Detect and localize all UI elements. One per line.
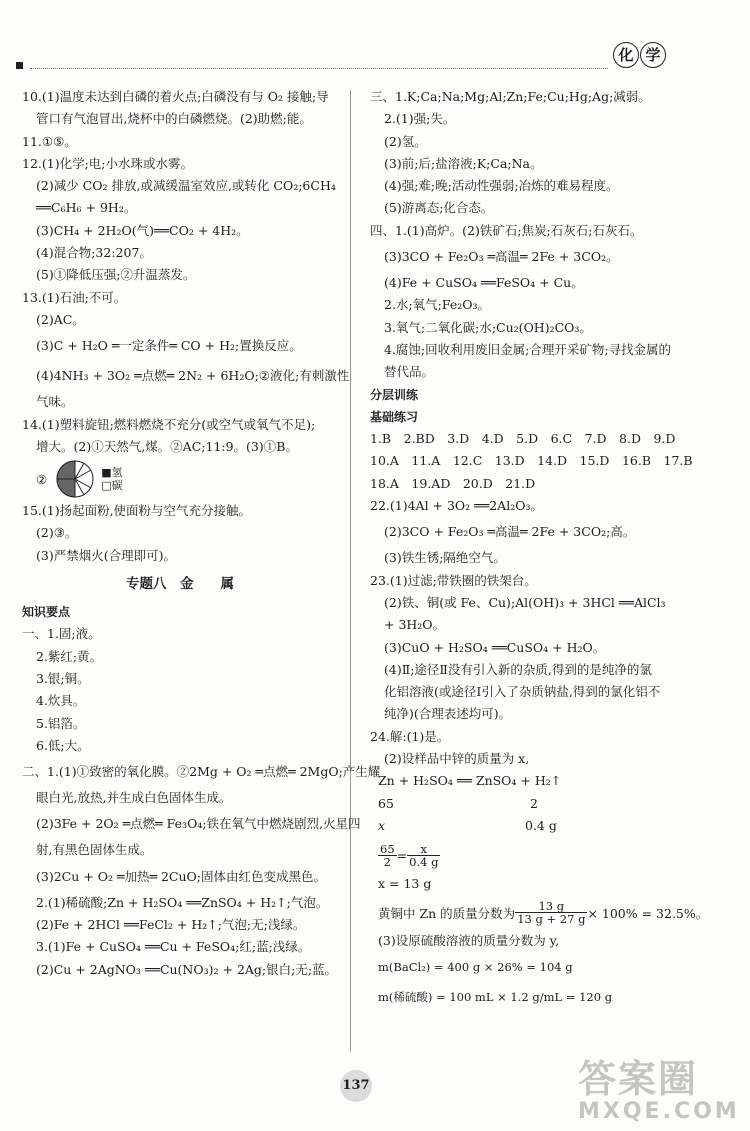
proportion-equation — [370, 837, 690, 873]
answer-line: (2)③。 — [36, 525, 78, 541]
answer-line: (2)铁、铜(或 Fe、Cu);Al(OH)₃ + 3HCl ══AlCl₃ — [384, 594, 666, 610]
answer-line: (2)设样品中锌的质量为 x, — [384, 751, 530, 767]
watermark-text: 答案圈 — [578, 1057, 699, 1101]
header-mark — [16, 62, 23, 69]
answer-line: 13.(1)石油;不可。 — [22, 289, 127, 305]
right-column — [370, 86, 709, 1012]
mass-value: x — [378, 817, 386, 833]
answer-text: × 100% = 32.5%。 — [587, 905, 709, 921]
answer-line: 四、1.(1)高炉。(2)铁矿石;焦炭;石灰石;石灰石。 — [370, 222, 643, 238]
answer-line: 一、1.固;液。 — [22, 626, 101, 642]
answer-line: (5)游离态;化合态。 — [384, 200, 494, 216]
answer-line: 15.(1)扬起面粉,使面粉与空气充分接触。 — [22, 503, 252, 519]
mass-value: 0.4 g — [525, 817, 557, 833]
answer-line: (3)严禁烟火(合理即可)。 — [36, 547, 176, 563]
answer-line: (3)CH₄ + 2H₂O(气)══CO₂ + 4H₂。 — [36, 222, 249, 238]
answer-line: x = 13 g — [378, 876, 432, 892]
answer-line: (2)Fe + 2HCl ══FeCl₂ + H₂↑;气泡;无;浅绿。 — [36, 917, 306, 933]
watermark-url: MXQE.COM — [578, 1099, 740, 1124]
answer-line: 3.银;铜。 — [36, 670, 90, 686]
answer-line: 4.炊具。 — [36, 693, 86, 709]
answer-line: ══C₆H₆ + 9H₂。 — [36, 200, 137, 216]
composition-pie-chart — [53, 459, 97, 499]
answer-line: 替代品。 — [384, 364, 435, 380]
answer-line: 3.氧气;二氧化碳;水;Cu₂(OH)₂CO₃。 — [384, 319, 592, 335]
answer-line: 1.B 2.BD 3.D 4.D 5.D 6.C 7.D 8.D 9.D — [370, 431, 676, 447]
answer-line: (2)3Fe + 2O₂ ═点燃═ Fe₃O₄;铁在氧气中燃烧剧烈,火星四 — [36, 816, 361, 832]
answer-line: 10.A 11.A 12.C 13.D 14.D 15.D 16.B 17.B — [370, 453, 693, 469]
column-divider — [350, 90, 351, 1052]
answer-line: (3)前;后;盐溶液;K;Ca;Na。 — [384, 155, 543, 171]
watermark — [578, 1058, 740, 1124]
answer-line: (4)混合物;32:207。 — [36, 245, 152, 261]
fraction: $\frac{65}{2}$ — [380, 841, 395, 869]
answer-line: (2)Cu + 2AgNO₃ ══Cu(NO₃)₂ + 2Ag;银白;无;蓝。 — [36, 961, 338, 977]
subsection-heading: 分层训练 — [370, 387, 419, 402]
pie-row — [22, 458, 338, 500]
answer-line: 3.(1)Fe + CuSO₄ ══Cu + FeSO₄;红;蓝;浅绿。 — [36, 939, 311, 955]
answer-line: 化铝溶液(或途径Ⅰ引入了杂质钠盐,得到的氯化铝不 — [384, 684, 661, 700]
answer-line: (2)减少 CO₂ 排放,或减缓温室效应,或转化 CO₂;6CH₄ — [36, 178, 336, 194]
answer-line: 6.低;大。 — [36, 737, 90, 753]
equals-sign: = — [396, 847, 408, 863]
subject-char: 学 — [640, 42, 666, 68]
page-number: 137 — [340, 1070, 372, 1102]
answer-line: 三、1.K;Ca;Na;Mg;Al;Zn;Fe;Cu;Hg;Ag;减弱。 — [370, 89, 651, 104]
answer-line: 12.(1)化学;电;小水珠或水雾。 — [22, 155, 194, 171]
answer-line: 眼白光,放热,并生成白色固体生成。 — [36, 790, 232, 806]
answer-line: (2)AC。 — [36, 311, 85, 327]
answer-line: 增大。(2)①天然气,煤。②AC;11:9。(3)①B。 — [36, 438, 298, 454]
mass-value: 2 — [530, 795, 538, 811]
answer-line: 2.(1)稀硫酸;Zn + H₂SO₄ ══ZnSO₄ + H₂↑;气泡。 — [36, 894, 329, 910]
answer-line: m(稀硫酸) = 100 mL × 1.2 g/mL = 120 g — [378, 989, 613, 1004]
answer-line: 10.(1)温度未达到白磷的着火点;白磷没有与 O₂ 接触;导 — [22, 89, 329, 104]
answer-line: (4)Ⅱ;途径Ⅱ没有引入新的杂质,得到的是纯净的氯 — [384, 661, 652, 677]
answer-line: (4)4NH₃ + 3O₂ ═点燃═ 2N₂ + 6H₂O;②液化;有刺激性 — [36, 368, 350, 384]
mass-ratio-row — [370, 793, 690, 815]
answer-line: (2)3CO + Fe₂O₃ ═高温═ 2Fe + 3CO₂;高。 — [384, 524, 636, 540]
mass-fraction-line — [370, 896, 709, 930]
subsection-heading: 知识要点 — [22, 605, 71, 620]
mass-value: 65 — [378, 795, 394, 811]
answer-line: (3)CuO + H₂SO₄ ══CuSO₄ + H₂O。 — [384, 639, 606, 655]
answer-line: (2)氢。 — [384, 133, 427, 149]
answer-line: (3)铁生锈;隔绝空气。 — [384, 550, 506, 566]
answer-line: (3)设原硫酸溶液的质量分数为 y, — [378, 932, 560, 948]
answer-line: (4)Fe + CuSO₄ ══FeSO₄ + Cu。 — [384, 275, 584, 291]
answer-line: 2.紫红;黄。 — [36, 648, 103, 664]
subject-badge — [613, 42, 666, 68]
pie-legend — [101, 466, 122, 492]
answer-line: 管口有气泡冒出,烧杯中的白磷燃烧。(2)助燃;能。 — [36, 111, 312, 127]
subsection-heading: 基础练习 — [370, 409, 419, 424]
answer-line: (3)2Cu + O₂ ═加热═ 2CuO;固体由红色变成黑色。 — [36, 868, 326, 884]
answer-line: (4)强;难;晚;活动性强弱;冶炼的难易程度。 — [384, 178, 619, 194]
header-dotted-rule — [30, 68, 608, 69]
answer-line: 4.腐蚀;回收利用废旧金属;合理开采矿物;寻找金属的 — [384, 341, 672, 357]
answer-line: (3)C + H₂O ═一定条件═ CO + H₂;置换反应。 — [36, 338, 302, 354]
answer-line: m(BaCl₂) = 400 g × 26% = 104 g — [378, 959, 573, 974]
answer-line: 气味。 — [36, 394, 74, 410]
answer-line: 2.(1)强;失。 — [384, 111, 456, 127]
subject-char: 化 — [613, 42, 639, 68]
answer-text: 黄铜中 Zn 的质量分数为 — [378, 905, 516, 921]
answer-line: 2.水;氧气;Fe₂O₃。 — [384, 297, 491, 313]
answer-line: (3)3CO + Fe₂O₃ ═高温═ 2Fe + 3CO₂。 — [384, 249, 619, 265]
answer-line: 23.(1)过滤;带铁圈的铁架台。 — [370, 572, 537, 588]
legend-hydrogen: ■氢 — [101, 466, 123, 480]
answer-line: 纯净)(合理表述均可)。 — [384, 706, 512, 722]
answer-line: + 3H₂O。 — [384, 617, 446, 633]
equation-line: Zn + H₂SO₄ ══ ZnSO₄ + H₂↑ — [378, 773, 562, 789]
fraction: $\frac{x}{0.4 g}$ — [409, 841, 439, 869]
answer-line: (5)①降低压强;②升温蒸发。 — [36, 267, 196, 283]
mass-ratio-row — [370, 815, 690, 837]
answer-line: 14.(1)塑料旋钮;燃料燃烧不充分(或空气或氧气不足); — [22, 416, 316, 432]
pie-prefix: ② — [36, 471, 48, 487]
answer-line: 24.解:(1)是。 — [370, 728, 450, 744]
legend-carbon: □碳 — [101, 479, 123, 493]
section-title: 专题八 金 属 — [126, 576, 234, 593]
answer-line: 18.A 19.AD 20.D 21.D — [370, 475, 536, 491]
left-column — [22, 86, 381, 981]
fraction: $\frac{13 g}{13 g + 27 g}$ — [517, 899, 586, 926]
answer-line: 22.(1)4Al + 3O₂ ══2Al₂O₃。 — [370, 498, 543, 514]
answer-line: 二、1.(1)①致密的氧化膜。②2Mg + O₂ ═点燃═ 2MgO;产生耀 — [22, 764, 381, 780]
answer-line: 5.铝箔。 — [36, 715, 86, 731]
answer-line: 11.①⑤。 — [22, 133, 77, 149]
answer-line: 射,有黑色固体生成。 — [36, 842, 153, 858]
